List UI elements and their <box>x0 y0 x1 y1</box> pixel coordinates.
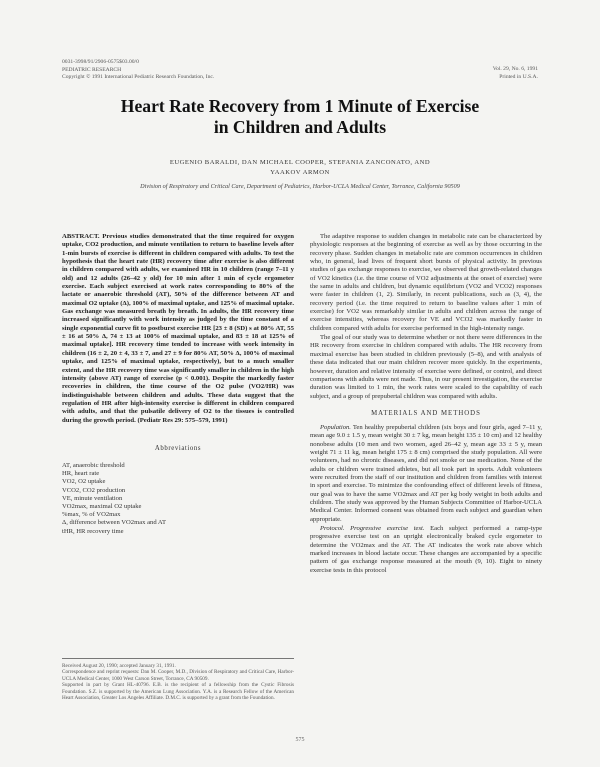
abbreviation-item: %max, % of VO2max <box>62 511 121 519</box>
paragraph-text: Ten healthy prepubertal children (six boys and four girls, aged 7–11 y, mean age 9.0 ± 1.5 y, mean weight 30 ± 7 kg, mean height 135 ± 10 cm) and 12 healthy nonobese adults (10 men and two women, aged 26–42 y, mean age 33 ± 5 y, mean weight 71 ± 11 kg, mean height 175 ± 8 cm) comprised the study population. All were volunteers, had no chronic diseases, and did not smoke or use medication. None of the adults or children were trained athletes, but all took part in sports. Adult volunteers were recruited from the staff of our institution and children from families with interest in sport and exercise. To minimize the confounding effect of different levels of fitness, our goal was to have the same VO2max and AT per kg body weight in both adults and children. The study was approved by the Human Subjects Committee of Harbor-UCLA Medical Center. Informed consent was obtained from each subject and guardian when appropriate. <box>310 423 542 523</box>
abbreviation-item: Δ, difference between VO2max and AT <box>62 519 166 527</box>
abbreviation-item: AT, anaerobic threshold <box>62 461 125 469</box>
runin-heading: Population. <box>320 423 351 431</box>
footnote: Supported in part by Grant HL-40796. E.B. is the recipient of a fellowship from the Cystic Fibrosis Foundation. S.Z. is supported by the American Lung Association. Y.A. is a Research Fellow of the American Heart Association, Greater Los Angeles Affiliate. D.M.C. is supported by a grant from the Foundation. <box>62 682 294 702</box>
affiliation: Division of Respiratory and Critical Care, Department of Pediatrics, Harbor-UCLA Medical Center, Torrance, California 90509 <box>140 183 460 190</box>
abbreviation-item: HR, heart rate <box>62 470 100 478</box>
author-list <box>110 158 490 177</box>
header-left-line: PEDIATRIC RESEARCH <box>62 66 122 73</box>
article-title <box>60 96 540 138</box>
header-right-line: Vol. 29, No. 6, 1991 <box>492 66 538 72</box>
abbreviation-item: VO2max, maximal O2 uptake <box>62 502 142 510</box>
footnote: Correspondence and reprint requests: Dan M. Cooper, M.D., Division of Respiratory and Critical Care, Harbor-UCLA Medical Center, 1000 West Carson Street, Torrance, CA 90509. <box>62 669 294 682</box>
journal-header-left <box>62 59 262 82</box>
header-left-line: Copyright © 1991 International Pediatric Research Foundation, Inc. <box>62 74 215 81</box>
abbreviation-item: VCO2, CO2 production <box>62 486 126 494</box>
abbreviation-item: VE, minute ventilation <box>62 494 123 502</box>
section-heading-methods: MATERIALS AND METHODS <box>371 409 481 417</box>
footnotes <box>62 658 294 701</box>
paragraph-text: Each subject performed a ramp-type progressive exercise test on an upright electronically braked cycle ergometer to determine the VO2max and the AT. The AT indicates the work rate above which marked increases in blood lactate occur. These changes are accompanied by a specific pattern of gas exchange response measured at the mouth (9, 10). Eight to ninety exercise tests in this protocol <box>310 525 542 574</box>
left-column <box>62 233 294 536</box>
header-right-line: Printed in U.S.A. <box>499 73 538 80</box>
footnote: Received August 20, 1990; accepted January 31, 1991. <box>62 663 176 669</box>
methods-paragraph <box>310 525 542 575</box>
author-line: EUGENIO BARALDI, DAN MICHAEL COOPER, STEFANIA ZANCONATO, AND <box>169 159 431 166</box>
abbreviations-title: Abbreviations <box>154 444 202 452</box>
right-column <box>310 233 542 575</box>
journal-header-right <box>388 66 538 81</box>
intro-paragraph: The goal of our study was to determine whether or not there were differences in the HR recovery from exercise in children compared with adults. The HR recovery from maximal exercise has been studied in children previously (5–8), and with analysis of these data indicated that our main children recover more quickly. In the experiments, however, duration and relative intensity of exercise were defined, or control, and direct comparisons with adults were not made. Thus, in our present investigation, the exercise duration was limited to 1 min, the work rates were scaled to the capability of each subject, and a group of prepubertal children was compared with adults. <box>310 334 542 400</box>
abstract: ABSTRACT. Previous studies demonstrated that the time required for oxygen uptake, CO2 production, and minute ventilation to return to baseline levels after 1-min bursts of exercise is different in children compared with adults. To test the hypothesis that the heart rate (HR) recovery time after exercise is also different in children compared with adults, we examined HR in 10 children (range 7–11 y old) and 12 adults (26–42 y old) for 10 min after 1 min of cycle ergometer exercise. Each subject exercised at work rates corresponding to 80% of the lactate or anaerobic threshold (AT), 50% of the difference between AT and maximal O2 uptake (Δ), 100% of maximal uptake, and 125% of maximal uptake. Gas exchange was measured breath by breath. In adults, the HR recovery time increased significantly with work intensity as judged by the time constant of a single exponential curve fit to postburst exercise HR [23 ± 8 (SD) s at 80% AT, 55 ± 16 at 50% Δ, 74 ± 13 at 100% of maximal uptake, and 83 ± 18 at 125% of maximal uptake]. HR recovery time tended to increase with work intensity in children (16 ± 2, 20 ± 4, 33 ± 7, and 27 ± 9 for 80% AT, 50% Δ, 100% of maximal uptake, and 125% of maximal uptake, respectively), but to a much smaller extent, and the HR recovery time was significantly smaller in children in the high intensity (above AT) range of exercise (p < 0.001). Despite the markedly faster recoveries in children, the time course of the O2 pulse (VO2/HR) was indistinguishable between children and adults. These data suggest that the regulation of HR after high-intensity exercise is different in children compared with adults, and that the pulsatile delivery of O2 to the tissues is controlled during the growth period. (Pediatr Res 29: 575–579, 1991) <box>62 233 294 424</box>
abbreviations-list <box>62 462 294 536</box>
methods-paragraph <box>310 424 542 524</box>
header-left-line: 0031-3998/91/2906-0575$03.00/0 <box>62 59 139 65</box>
abbreviation-item: VO2, O2 uptake <box>62 478 106 486</box>
author-line: YAAKOV ARMON <box>270 168 330 176</box>
article-title-line: in Children and Adults <box>213 117 387 137</box>
abbreviation-item: tHR, HR recovery time <box>62 527 124 535</box>
page-number: 575 <box>295 737 305 743</box>
runin-heading: Protocol. Progressive exercise test. <box>320 525 425 532</box>
article-title-line: Heart Rate Recovery from 1 Minute of Exercise <box>120 96 480 116</box>
intro-paragraph: The adaptive response to sudden changes in metabolic rate can be characterized by physiologic responses at the beginning of exercise as well as by those occurring in the recovery phase. Sudden changes in metabolic rate are common occurrences in children who, in general, lead lives of frequent short bursts of physical activity. In previous studies of gas exchange responses to exercise, we observed that growth-related changes of VO2 kinetics (i.e. the time course of VO2 adjustments at the onset of exercise) were the same in adults and children, but dynamic equilibrium (VO2 and VCO2) responses were faster in children (1, 2). Similarly, in recent publications, such as (3, 4), the recovery period (i.e. the time required to return to baseline values after 1 min of exercise) for VO2 was remarkably similar in adults and children across the range of exercise intensities, whereas recovery for VE and VCO2 was markedly faster in children compared with adults for exercise performed in the high-intensity range. <box>310 233 542 332</box>
